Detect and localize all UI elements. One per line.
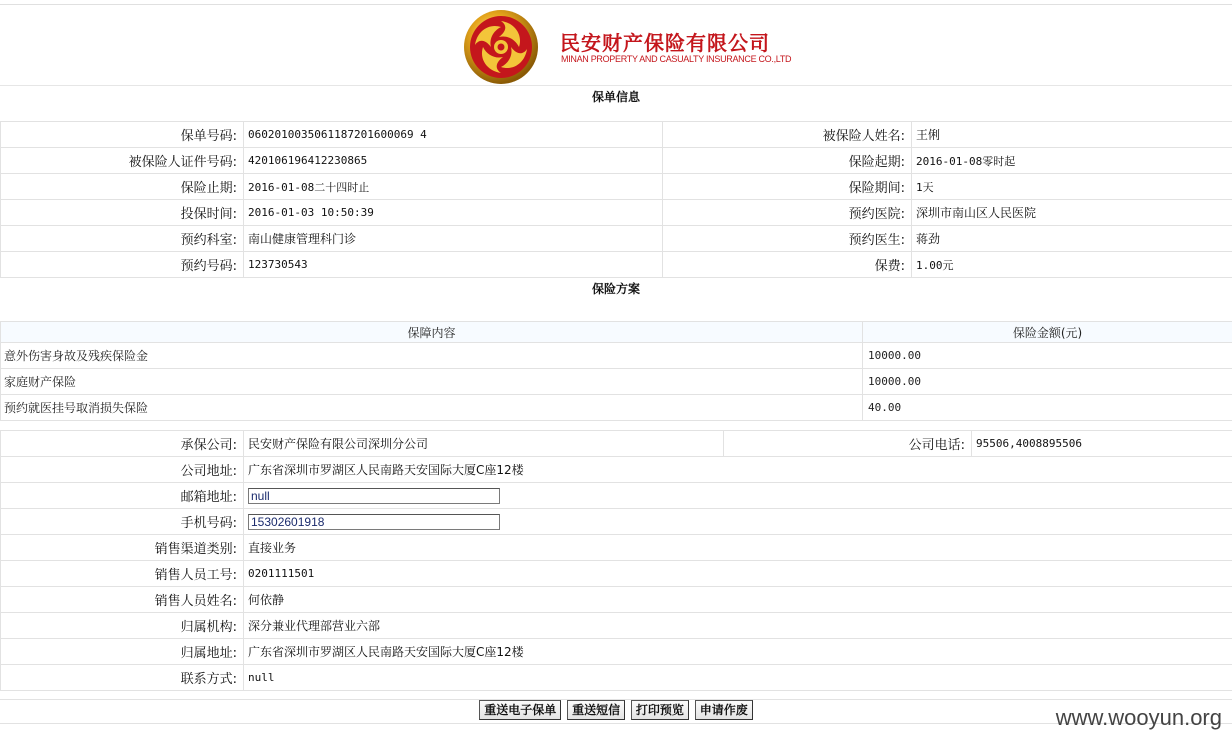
staff-id-label: 销售人员工号: (1, 561, 244, 587)
plan-title: 保险方案 (591, 282, 640, 296)
resend-policy-button[interactable]: 重送电子保单 (479, 700, 561, 720)
channel-value: 直接业务 (244, 535, 1232, 561)
company-row (1, 561, 1232, 587)
policy-info-table (0, 121, 1232, 278)
company-row (1, 457, 1232, 483)
company-row (1, 639, 1232, 665)
org-label: 归属机构: (1, 613, 244, 639)
policy-field-label: 保费: (663, 252, 912, 278)
policy-row (1, 252, 1232, 278)
policy-field-label: 预约号码: (1, 252, 244, 278)
policy-field-value: 南山健康管理科门诊 (244, 226, 663, 252)
company-row (1, 431, 1232, 457)
print-preview-button[interactable]: 打印预览 (631, 700, 689, 720)
policy-field-value: 2016-01-03 10:50:39 (244, 200, 663, 226)
policy-field-label: 保单号码: (1, 122, 244, 148)
plan-row (1, 395, 1232, 421)
policy-row (1, 174, 1232, 200)
policy-row (1, 122, 1232, 148)
policy-field-value: 2016-01-08二十四时止 (244, 174, 663, 200)
staff-name-label: 销售人员姓名: (1, 587, 244, 613)
contact-label: 联系方式: (1, 665, 244, 691)
plan-item-name: 预约就医挂号取消损失保险 (1, 395, 863, 421)
insurer-value: 民安财产保险有限公司深圳分公司 (244, 431, 724, 457)
plan-col-content: 保障内容 (1, 322, 863, 343)
insurer-label: 承保公司: (1, 431, 244, 457)
address-value: 广东省深圳市罗湖区人民南路天安国际大厦C座12楼 (244, 457, 1232, 483)
bottom-divider (0, 723, 1232, 724)
policy-field-label: 投保时间: (1, 200, 244, 226)
contact-value: null (244, 665, 1232, 691)
plan-row (1, 343, 1232, 369)
org-address-value: 广东省深圳市罗湖区人民南路天安国际大厦C座12楼 (244, 639, 1232, 665)
plan-item-amount: 40.00 (863, 395, 1232, 421)
company-row (1, 535, 1232, 561)
policy-field-label: 保险止期: (1, 174, 244, 200)
policy-field-value: 1天 (912, 174, 1232, 200)
policy-row (1, 200, 1232, 226)
email-field[interactable] (248, 488, 500, 504)
company-row (1, 509, 1232, 535)
email-label: 邮箱地址: (1, 483, 244, 509)
policy-info-title: 保单信息 (591, 90, 640, 104)
policy-field-value: 王俐 (912, 122, 1232, 148)
plan-table (0, 321, 1232, 421)
policy-field-value: 蒋劲 (912, 226, 1232, 252)
minan-logo-icon (463, 9, 539, 85)
company-row (1, 665, 1232, 691)
phone-label: 公司电话: (724, 431, 972, 457)
policy-field-label: 预约医院: (663, 200, 912, 226)
policy-field-label: 被保险人证件号码: (1, 148, 244, 174)
staff-name-value: 何依静 (244, 587, 1232, 613)
policy-field-label: 预约医生: (663, 226, 912, 252)
org-value: 深分兼业代理部营业六部 (244, 613, 1232, 639)
address-label: 公司地址: (1, 457, 244, 483)
phone-value: 95506,4008895506 (972, 431, 1232, 457)
policy-row (1, 148, 1232, 174)
channel-label: 销售渠道类别: (1, 535, 244, 561)
brand-name-cn: 民安财产保险有限公司 (560, 31, 770, 55)
company-row (1, 587, 1232, 613)
plan-row (1, 369, 1232, 395)
policy-field-value: 420106196412230865 (244, 148, 663, 174)
email-cell (244, 483, 1232, 509)
resend-sms-button[interactable]: 重送短信 (567, 700, 625, 720)
brand-name-en: MINAN PROPERTY AND CASUALTY INSURANCE CO.,LTD (561, 54, 792, 64)
plan-item-amount: 10000.00 (863, 369, 1232, 395)
org-address-label: 归属地址: (1, 639, 244, 665)
policy-field-label: 预约科室: (1, 226, 244, 252)
watermark: www.wooyun.org (1055, 705, 1222, 730)
plan-header-row (1, 322, 1232, 343)
plan-item-name: 家庭财产保险 (1, 369, 863, 395)
company-info-table (0, 430, 1232, 691)
company-row (1, 483, 1232, 509)
header (0, 5, 1232, 86)
policy-field-value: 2016-01-08零时起 (912, 148, 1232, 174)
policy-field-label: 被保险人姓名: (663, 122, 912, 148)
action-bar (0, 699, 1232, 720)
policy-field-label: 保险期间: (663, 174, 912, 200)
mobile-field[interactable] (248, 514, 500, 530)
policy-field-value: 深圳市南山区人民医院 (912, 200, 1232, 226)
plan-col-amount: 保险金额(元) (863, 322, 1232, 343)
policy-field-value: 0602010035061187201600069 4 (244, 122, 663, 148)
mobile-label: 手机号码: (1, 509, 244, 535)
plan-item-name: 意外伤害身故及残疾保险金 (1, 343, 863, 369)
company-row (1, 613, 1232, 639)
staff-id-value: 0201111501 (244, 561, 1232, 587)
policy-field-value: 1.00元 (912, 252, 1232, 278)
plan-item-amount: 10000.00 (863, 343, 1232, 369)
policy-field-value: 123730543 (244, 252, 663, 278)
apply-void-button[interactable]: 申请作废 (695, 700, 753, 720)
policy-field-label: 保险起期: (663, 148, 912, 174)
mobile-cell (244, 509, 1232, 535)
policy-row (1, 226, 1232, 252)
